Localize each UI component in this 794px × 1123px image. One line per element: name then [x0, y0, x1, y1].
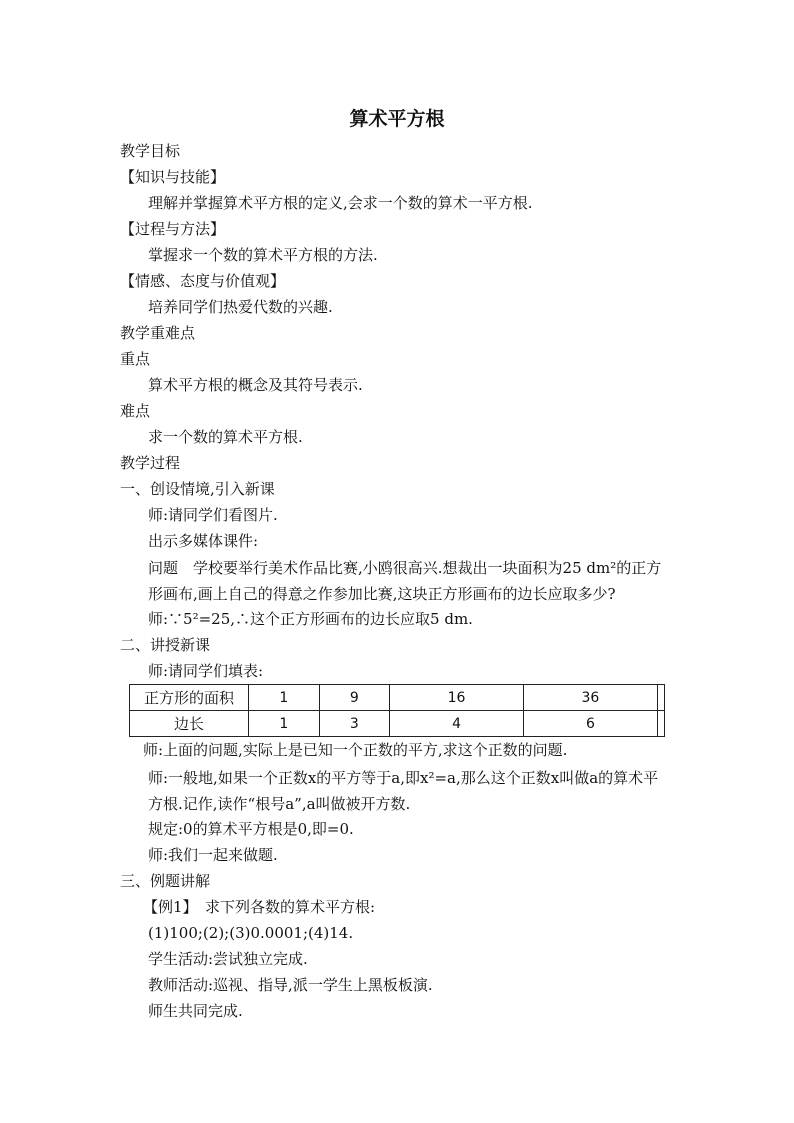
table-cell: 1 [249, 685, 320, 711]
paragraph: 教师活动:巡视、指导,派一学生上黑板板演. [148, 976, 433, 994]
section-heading: 教学重难点 [120, 324, 196, 342]
table-cell [657, 711, 664, 737]
subsection-heading: 【情感、态度与价值观】 [120, 272, 286, 290]
section-heading: 三、例题讲解 [120, 872, 211, 890]
square-table [129, 684, 665, 737]
subsection-heading: 重点 [120, 350, 151, 368]
paragraph: 规定:0的算术平方根是0,即=0. [148, 820, 354, 838]
paragraph: 出示多媒体课件: [148, 532, 259, 550]
table-cell: 9 [319, 685, 390, 711]
paragraph: 掌握求一个数的算术平方根的方法. [148, 246, 378, 264]
section-heading: 教学目标 [120, 142, 181, 160]
paragraph: (1)100;(2);(3)0.0001;(4)14. [148, 924, 354, 942]
table-cell: 6 [523, 711, 657, 737]
definition-paragraph: 师:一般地,如果一个正数x的平方等于a,即x²=a,那么这个正数x叫做a的算术平方根.记作,读作“根号a”,a叫做被开方数. [148, 769, 659, 813]
paragraph: 算术平方根的概念及其符号表示. [148, 376, 363, 394]
paragraph: 师:上面的问题,实际上是已知一个正数的平方,求这个正数的问题. [143, 741, 568, 759]
section-heading: 二、讲授新课 [120, 636, 211, 654]
subsection-heading: 难点 [120, 402, 151, 420]
paragraph: 师:∵5²=25,∴这个正方形画布的边长应取5 dm. [148, 610, 473, 628]
table-cell: 3 [319, 711, 390, 737]
subsection-heading: 一、创设情境,引入新课 [120, 480, 275, 498]
table-row [130, 685, 665, 711]
paragraph: 师生共同完成. [148, 1002, 243, 1020]
table-cell: 边长 [130, 711, 249, 737]
paragraph: 培养同学们热爱代数的兴趣. [148, 298, 333, 316]
table-cell: 正方形的面积 [130, 685, 249, 711]
section-heading: 教学过程 [120, 454, 181, 472]
paragraph: 师:请同学们填表: [148, 662, 264, 680]
subsection-heading: 【过程与方法】 [120, 220, 226, 238]
table-row [130, 711, 665, 737]
page-title: 算术平方根 [349, 108, 445, 130]
table-cell [657, 685, 664, 711]
example-heading: 【例1】 求下列各数的算术平方根: [143, 898, 376, 916]
paragraph: 师:我们一起来做题. [148, 846, 278, 864]
paragraph: 师:请同学们看图片. [148, 506, 278, 524]
paragraph: 理解并掌握算术平方根的定义,会求一个数的算术一平方根. [148, 194, 533, 212]
table-cell: 16 [390, 685, 524, 711]
table-cell: 1 [249, 711, 320, 737]
paragraph: 求一个数的算术平方根. [148, 428, 303, 446]
problem-paragraph: 问题 学校要举行美术作品比赛,小鸥很高兴.想裁出一块面积为25 dm²的正方形画布,画上自己的得意之作参加比赛,这块正方形画布的边长应取多少? [148, 559, 662, 603]
table-cell: 36 [523, 685, 657, 711]
paragraph: 学生活动:尝试独立完成. [148, 950, 308, 968]
subsection-heading: 【知识与技能】 [120, 168, 226, 186]
table-cell: 4 [390, 711, 524, 737]
